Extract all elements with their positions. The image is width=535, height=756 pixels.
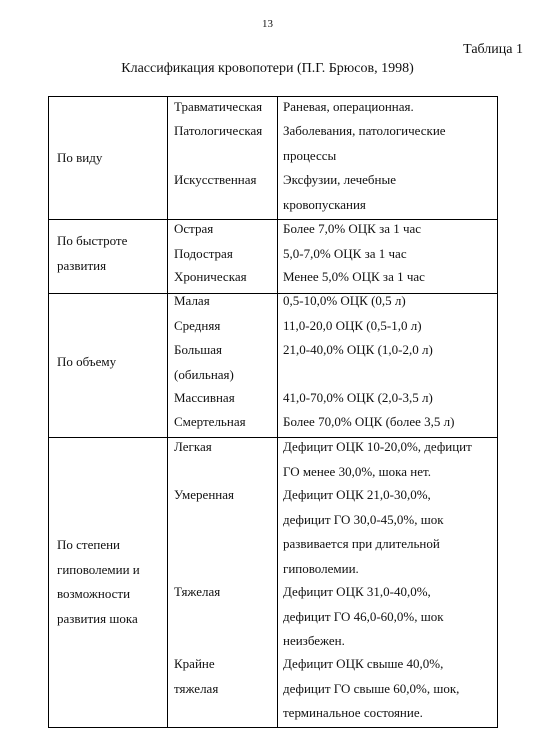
subtype-label: Смертельная [174,414,246,429]
category-label: По степени гиповолемии и возможности развития шока [57,537,140,626]
subtype-label: Легкая [174,439,212,454]
category-label: По объему [57,354,117,369]
category-label: По виду [57,150,103,165]
group-divider [49,219,497,220]
category-label: По быстроте развития [57,233,128,273]
classification-table [48,96,498,728]
subtype-label: Массивная [174,390,235,405]
subtype-label: Тяжелая [174,584,221,599]
description: Дефицит ОЦК 31,0-40,0%, дефицит ГО 46,0-60,0%, шок неизбежен. [283,584,444,648]
subtype-label: Большая (обильная) [174,342,234,382]
description: Дефицит ОЦК 21,0-30,0%, дефицит ГО 30,0-45,0%, шок развивается при длительной гиповолемии. [283,487,444,576]
description: 21,0-40,0% ОЦК (1,0-2,0 л) [283,342,433,357]
table-label: Таблица 1 [463,42,523,57]
description: 11,0-20,0 ОЦК (0,5-1,0 л) [283,318,422,333]
description: Заболевания, патологические процессы [283,123,446,163]
subtype-label: Малая [174,293,210,308]
subtype-label: Подострая [174,246,233,261]
table-title: Классификация кровопотери (П.Г. Брюсов, 1998) [121,61,414,76]
subtype-label: Средняя [174,318,221,333]
description: Дефицит ОЦК 10-20,0%, дефицит ГО менее 30,0%, шока нет. [283,439,472,479]
column-divider [167,97,168,727]
page-number: 13 [262,18,273,30]
subtype-label: Хроническая [174,269,247,284]
description: 0,5-10,0% ОЦК (0,5 л) [283,293,406,308]
description: Менее 5,0% ОЦК за 1 час [283,269,425,284]
group-divider [49,293,497,294]
description: Более 7,0% ОЦК за 1 час [283,221,422,236]
description: Дефицит ОЦК свыше 40,0%, дефицит ГО свыше 60,0%, шок, терминальное состояние. [283,656,460,720]
subtype-label: Умеренная [174,487,234,502]
subtype-label: Искусственная [174,172,257,187]
subtype-label: Травматическая [174,99,263,114]
description: Более 70,0% ОЦК (более 3,5 л) [283,414,455,429]
column-divider [277,97,278,727]
description: 5,0-7,0% ОЦК за 1 час [283,246,407,261]
description: 41,0-70,0% ОЦК (2,0-3,5 л) [283,390,433,405]
description: Раневая, операционная. [283,99,414,114]
subtype-label: Патологическая [174,123,263,138]
subtype-label: Крайне тяжелая [174,656,219,696]
subtype-label: Острая [174,221,214,236]
description: Эксфузии, лечебные кровопускания [283,172,396,212]
